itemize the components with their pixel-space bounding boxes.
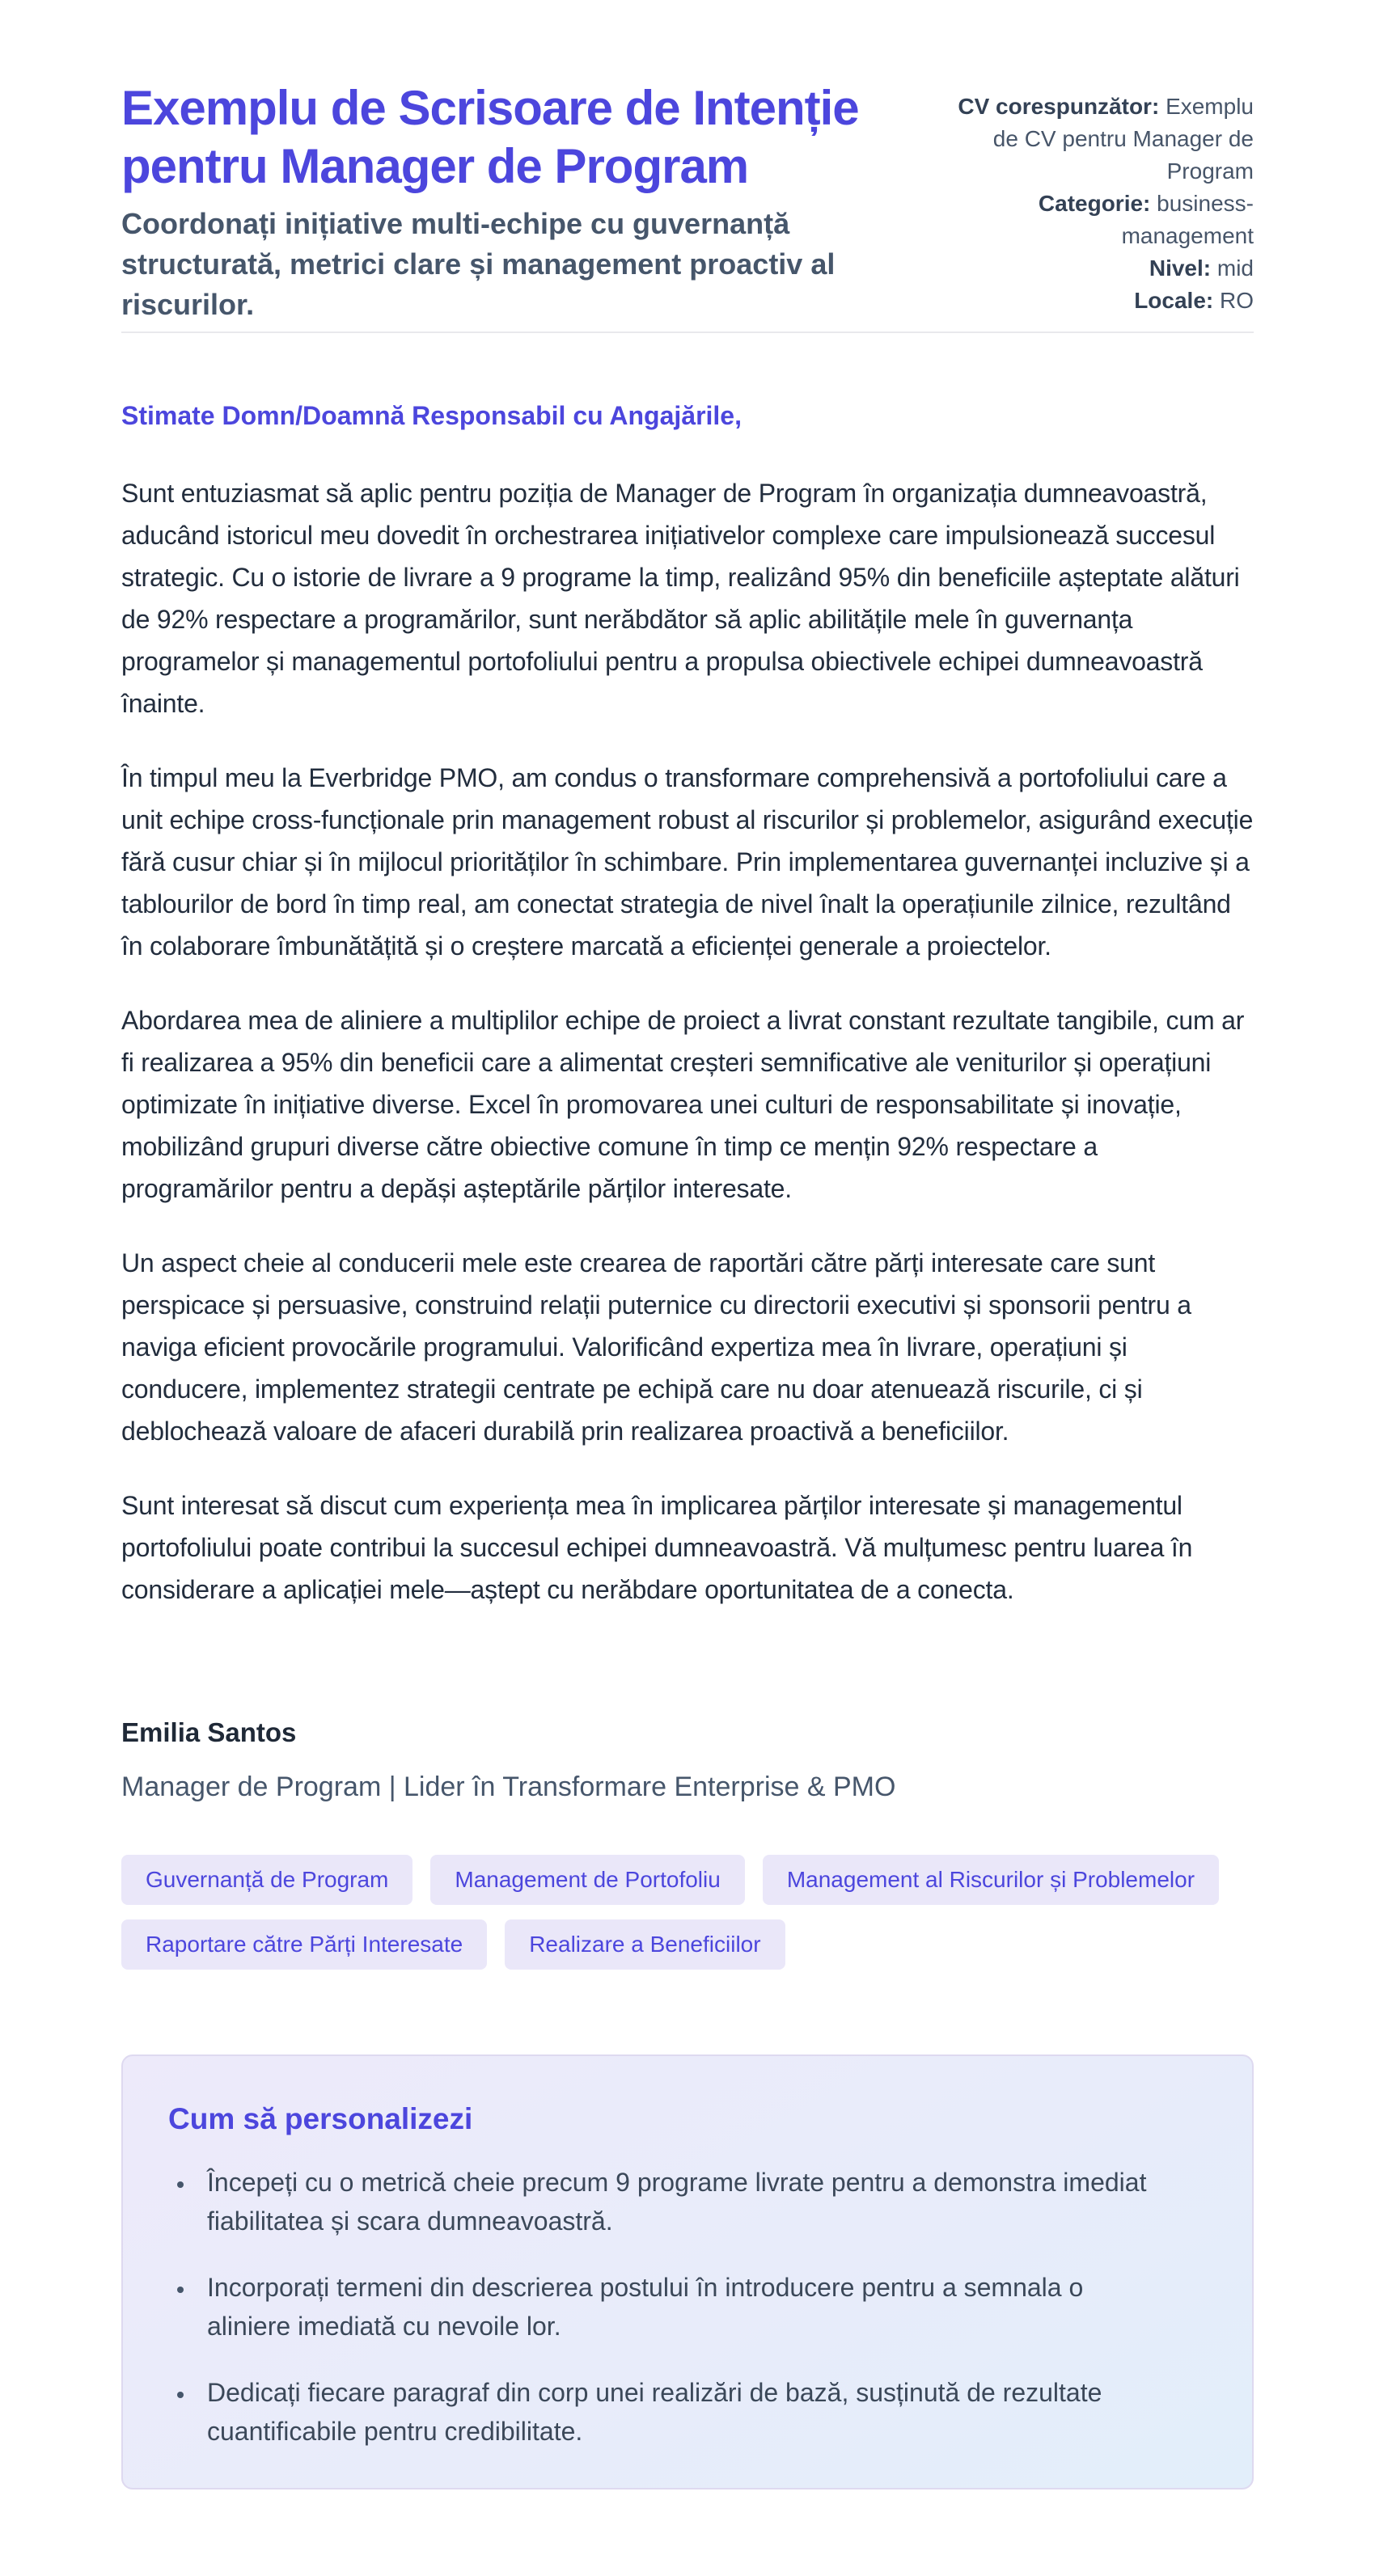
meta-row-level (946, 252, 1254, 285)
page-subtitle: Coordonați inițiative multi-echipe cu guvernanță structurată, metrici clare și management proactiv al riscurilor. (121, 207, 836, 321)
meta-label: Categorie: (1038, 191, 1151, 216)
letter-paragraph-3: Abordarea mea de aliniere a multiplilor echipe de proiect a livrat constant rezultate tangibile, cum ar fi realizarea a 95% din beneficii care a alimentat creșteri semnificative ale veniturilor și operațiuni optimizate în inițiative diverse. Excel în promovarea unei culturi de responsabilitate și inovație, mobilizând grupuri diverse către obiective comune în timp ce mențin 92% respectare a programărilor pentru a depăși așteptările părților interesate. (121, 1006, 1245, 1203)
tips-item-3: • Dedicați fiecare paragraf din corp unei realizări de bază, susținută de rezultate cuantificabile pentru credibilitate. (196, 2373, 1161, 2451)
header-meta (946, 79, 1254, 325)
skill-tag-program-governance: Guvernanță de Program (121, 1855, 412, 1905)
meta-value: RO (1220, 288, 1254, 313)
skill-tag-benefits-realization: Realizare a Beneficiilor (505, 1919, 785, 1970)
header (121, 79, 1254, 333)
letter-paragraph-4: Un aspect cheie al conducerii mele este crearea de raportări către părți interesate care sunt perspicace și persuasive, construind relații puternice cu directorii executivi și sponsorii pentru a naviga eficient provocările programului. Valorificând expertiza mea în livrare, operațiuni și conducere, implementez strategii centrate pe echipă care nu doar atenuează riscurile, ci și deblochează valoare de afaceri durabilă prin realizarea proactivă a beneficiilor. (121, 1248, 1191, 1446)
meta-row-category (946, 188, 1254, 252)
meta-row-locale (946, 285, 1254, 317)
page-title: Exemplu de Scrisoare de Intenție pentru Manager de Program (121, 81, 859, 193)
letter-paragraph-5: Sunt interesat să discut cum experiența mea în implicarea părților interesate și managementul portofoliului poate contribui la succesul echipei dumneavoastră. Vă mulțumesc pentru luarea în considerare a aplicației mele—aștept cu nerăbdare oportunitatea de a conecta. (121, 1491, 1193, 1604)
tips-item-1: • Începeți cu o metrică cheie precum 9 programe livrate pentru a demonstra imediat fiabilitatea și scara dumneavoastră. (196, 2163, 1161, 2240)
signature-name: Emilia Santos (121, 1717, 297, 1747)
letter-paragraph-1: Sunt entuziasmat să aplic pentru poziția de Manager de Program în organizația dumneavoastră, aducând istoricul meu dovedit în orchestrarea inițiativelor complexe care impulsionează succesul strategic. Cu o istorie de livrare a 9 programe la timp, realizând 95% din beneficiile așteptate alături de 92% respectare a programărilor, sunt nerăbdător să aplic abilitățile mele în guvernanța programelor și managementul portofoliului pentru a propulsa obiectivele echipei dumneavoastră înainte. (121, 479, 1240, 718)
meta-label: Nivel: (1149, 255, 1212, 281)
greeting: Stimate Domn/Doamnă Responsabil cu Angajările, (121, 401, 742, 430)
meta-row-matching-cv (946, 91, 1254, 188)
meta-label: Locale: (1134, 288, 1214, 313)
meta-value: mid (1216, 255, 1254, 281)
meta-value: Exemplu de CV pentru Manager de Program (992, 94, 1254, 184)
tips-item-2: • Incorporați termeni din descrierea postului în introducere pentru a semnala o aliniere imediată cu nevoile lor. (196, 2268, 1161, 2346)
signature-role: Manager de Program | Lider în Transformare Enterprise & PMO (121, 1772, 896, 1802)
letter-body (121, 395, 1254, 1808)
customization-tips-box (121, 2054, 1254, 2489)
skill-tag-portfolio-management: Management de Portofoliu (430, 1855, 744, 1905)
header-title-block (121, 79, 874, 325)
meta-value: business-management (1121, 191, 1254, 248)
skill-tag-stakeholder-reporting: Raportare către Părți Interesate (121, 1919, 487, 1970)
letter-paragraph-2: În timpul meu la Everbridge PMO, am condus o transformare comprehensivă a portofoliului care a unit echipe cross-funcționale prin management robust al riscurilor și problemelor, asigurând execuție fără cusur chiar și în mijlocul priorităților în schimbare. Prin implementarea guvernanței incluzive și a tablourilor de bord în timp real, am conectat strategia de nivel înalt la operațiunile zilnice, rezultând în colaborare îmbunătățită și o creștere marcată a eficienței generale a proiectelor. (121, 763, 1254, 961)
skill-tag-risk-issue-management: Management al Riscurilor și Problemelor (763, 1855, 1219, 1905)
tips-title: Cum să personalizezi (168, 2102, 473, 2135)
skill-tags (121, 1855, 1254, 1970)
tips-list (168, 2163, 1200, 2451)
meta-label: CV corespunzător: (958, 94, 1160, 119)
cover-letter-page (121, 0, 1254, 2551)
